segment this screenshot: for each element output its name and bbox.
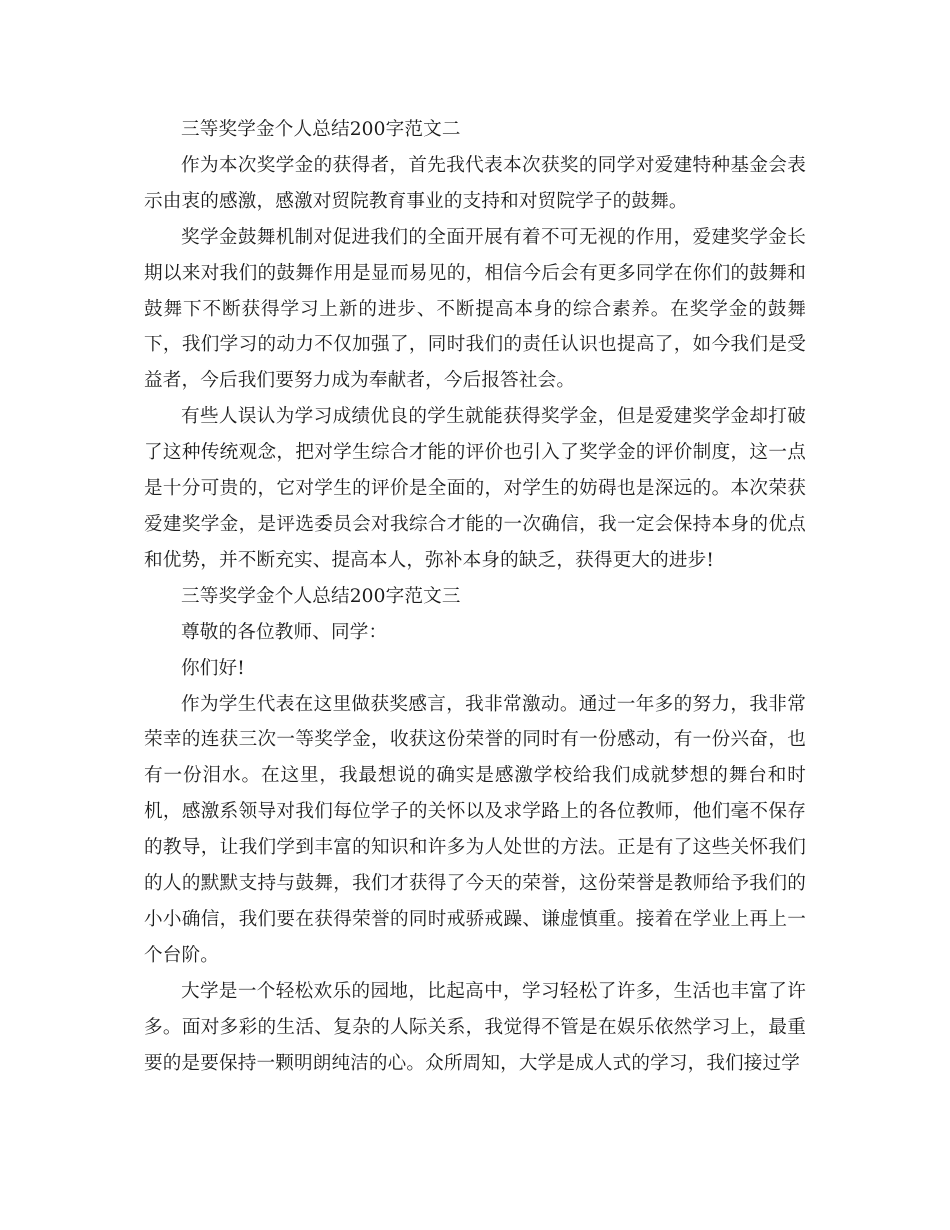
paragraph: 大学是一个轻松欢乐的园地，比起高中，学习轻松了许多，生活也丰富了许多。面对多彩的生活、复杂的人际关系，我觉得不管是在娱乐依然学习上，最重要的是要保持一颗明朗纯洁的心。众所周知，大学是成人式的学习，我们接过学 (144, 980, 806, 1074)
section-heading-3: 三等奖学金个人总结200字范文三 (181, 585, 461, 607)
salutation: 尊敬的各位教师、同学： (181, 621, 388, 643)
paragraph: 有些人误认为学习成绩优良的学生就能获得奖学金，但是爱建奖学金却打破了这种传统观念，把对学生综合才能的评价也引入了奖学金的评价制度，这一点是十分可贵的，它对学生的评价是全面的，对学生的妨碍也是深远的。本次荣获爱建奖学金，是评选委员会对我综合才能的一次确信，我一定会保持本身的优点和优势，并不断充实、提高本人，弥补本身的缺乏，获得更大的进步! (144, 406, 806, 571)
paragraph: 作为本次奖学金的获得者，首先我代表本次获奖的同学对爱建特种基金会表示由衷的感激，感激对贸院教育事业的支持和对贸院学子的鼓舞。 (144, 154, 806, 212)
document-body (144, 112, 806, 1081)
paragraph: 作为学生代表在这里做获奖感言，我非常激动。通过一年多的努力，我非常荣幸的连获三次一等奖学金，收获这份荣誉的同时有一份感动，有一份兴奋，也有一份泪水。在这里，我最想说的确实是感激学校给我们成就梦想的舞台和时机，感激系领导对我们每位学子的关怀以及求学路上的各位教师，他们毫不保存的教导，让我们学到丰富的知识和许多为人处世的方法。正是有了这些关怀我们的人的默默支持与鼓舞，我们才获得了今天的荣誉，这份荣誉是教师给予我们的小小确信，我们要在获得荣誉的同时戒骄戒躁、谦虚慎重。接着在学业上再上一个台阶。 (144, 693, 806, 966)
section-heading-2: 三等奖学金个人总结200字范文二 (181, 119, 461, 140)
paragraph: 奖学金鼓舞机制对促进我们的全面开展有着不可无视的作用，爱建奖学金长期以来对我们的鼓舞作用是显而易见的，相信今后会有更多同学在你们的鼓舞和鼓舞下不断获得学习上新的进步、不断提高本身的综合素养。在奖学金的鼓舞下，我们学习的动力不仅加强了，同时我们的责任认识也提高了，如今我们是受益者，今后我们要努力成为奉献者，今后报答社会。 (144, 226, 806, 392)
greeting: 你们好! (181, 657, 245, 679)
